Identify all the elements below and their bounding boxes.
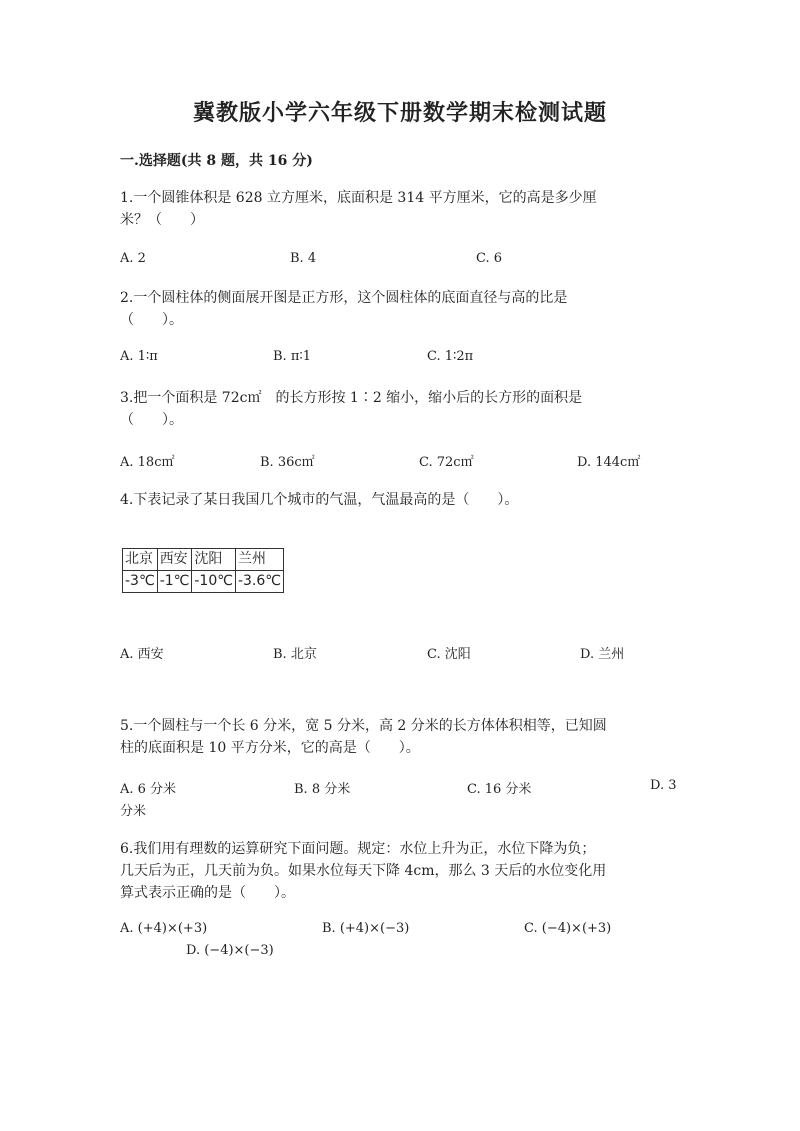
city-cell: 北京 xyxy=(123,549,158,571)
q4-option-b[interactable]: B. 北京 xyxy=(273,647,317,662)
q6-option-a[interactable]: A. (+4)×(+3) xyxy=(120,921,208,936)
question-1-line2: 米？（ ） xyxy=(120,212,204,228)
city-cell: 西安 xyxy=(157,549,192,571)
q3-option-c[interactable]: C. 72c㎡ xyxy=(419,455,474,470)
question-3-line2: （ ）。 xyxy=(120,412,183,428)
q5-option-c[interactable]: C. 16 分米 xyxy=(467,782,532,797)
question-2 xyxy=(120,287,567,331)
question-3 xyxy=(120,387,582,431)
question-2-line1: 2.一个圆柱体的侧面展开图是正方形，这个圆柱体的底面直径与高的比是 xyxy=(120,290,568,306)
q6-option-c[interactable]: C. (−4)×(+3) xyxy=(524,921,612,936)
q4-option-c[interactable]: C. 沈阳 xyxy=(427,647,471,662)
q1-option-c[interactable]: C. 6 xyxy=(476,251,503,266)
q1-option-b[interactable]: B. 4 xyxy=(290,251,317,266)
question-5-line2: 柱的底面积是 10 平方分米，它的高是（ ）。 xyxy=(120,740,420,756)
q5-option-b[interactable]: B. 8 分米 xyxy=(294,782,351,797)
city-cell: 兰州 xyxy=(235,549,283,571)
q5-option-d[interactable]: D. 3 xyxy=(650,778,677,793)
question-1 xyxy=(120,187,597,231)
table-row-temps xyxy=(123,571,284,593)
temp-cell: -3℃ xyxy=(123,571,158,593)
question-6-line3: 算式表示正确的是（ ）。 xyxy=(120,885,295,901)
q6-option-b[interactable]: B. (+4)×(−3) xyxy=(322,921,410,936)
question-4-line1: 4.下表记录了某日我国几个城市的气温，气温最高的是（ ）。 xyxy=(120,492,519,508)
question-5-line1: 5.一个圆柱与一个长 6 分米，宽 5 分米，高 2 分米的长方体体积相等，已知圆 xyxy=(120,718,607,734)
temp-cell: -3.6℃ xyxy=(235,571,283,593)
page-title: 冀教版小学六年级下册数学期末检测试题 xyxy=(192,100,607,126)
q2-option-a[interactable]: A. 1∶π xyxy=(120,349,158,364)
q3-option-d[interactable]: D. 144c㎡ xyxy=(577,455,641,470)
temp-cell: -1℃ xyxy=(157,571,192,593)
q2-option-c[interactable]: C. 1∶2π xyxy=(427,349,474,364)
question-6-line2: 几天后为正，几天前为负。如果水位每天下降 4cm，那么 3 天后的水位变化用 xyxy=(120,863,607,879)
table-row-cities xyxy=(123,549,284,571)
q2-option-b[interactable]: B. π∶1 xyxy=(273,349,312,364)
q5-option-d-wrap: 分米 xyxy=(120,804,147,819)
question-6 xyxy=(120,838,606,904)
q3-option-b[interactable]: B. 36c㎡ xyxy=(260,455,315,470)
question-2-line2: （ ）。 xyxy=(120,312,183,328)
question-6-line1: 6.我们用有理数的运算研究下面问题。规定：水位上升为正，水位下降为负； xyxy=(120,841,596,857)
temp-cell: -10℃ xyxy=(192,571,236,593)
question-3-line1: 3.把一个面积是 72c㎡ 的长方形按 1∶2 缩小，缩小后的长方形的面积是 xyxy=(120,390,583,406)
q1-option-a[interactable]: A. 2 xyxy=(120,251,146,266)
question-4 xyxy=(120,489,518,511)
temperature-table xyxy=(122,548,284,593)
question-5 xyxy=(120,715,607,759)
q4-option-d[interactable]: D. 兰州 xyxy=(580,647,625,662)
question-1-line1: 1.一个圆锥体积是 628 立方厘米，底面积是 314 平方厘米，它的高是多少厘 xyxy=(120,190,597,206)
q6-option-d[interactable]: D. (−4)×(−3) xyxy=(186,943,274,958)
q4-option-a[interactable]: A. 西安 xyxy=(120,647,164,662)
q3-option-a[interactable]: A. 18c㎡ xyxy=(120,455,175,470)
q5-option-a[interactable]: A. 6 分米 xyxy=(120,782,177,797)
city-cell: 沈阳 xyxy=(192,549,236,571)
section-heading: 一.选择题(共 8 题，共 16 分) xyxy=(120,153,313,169)
